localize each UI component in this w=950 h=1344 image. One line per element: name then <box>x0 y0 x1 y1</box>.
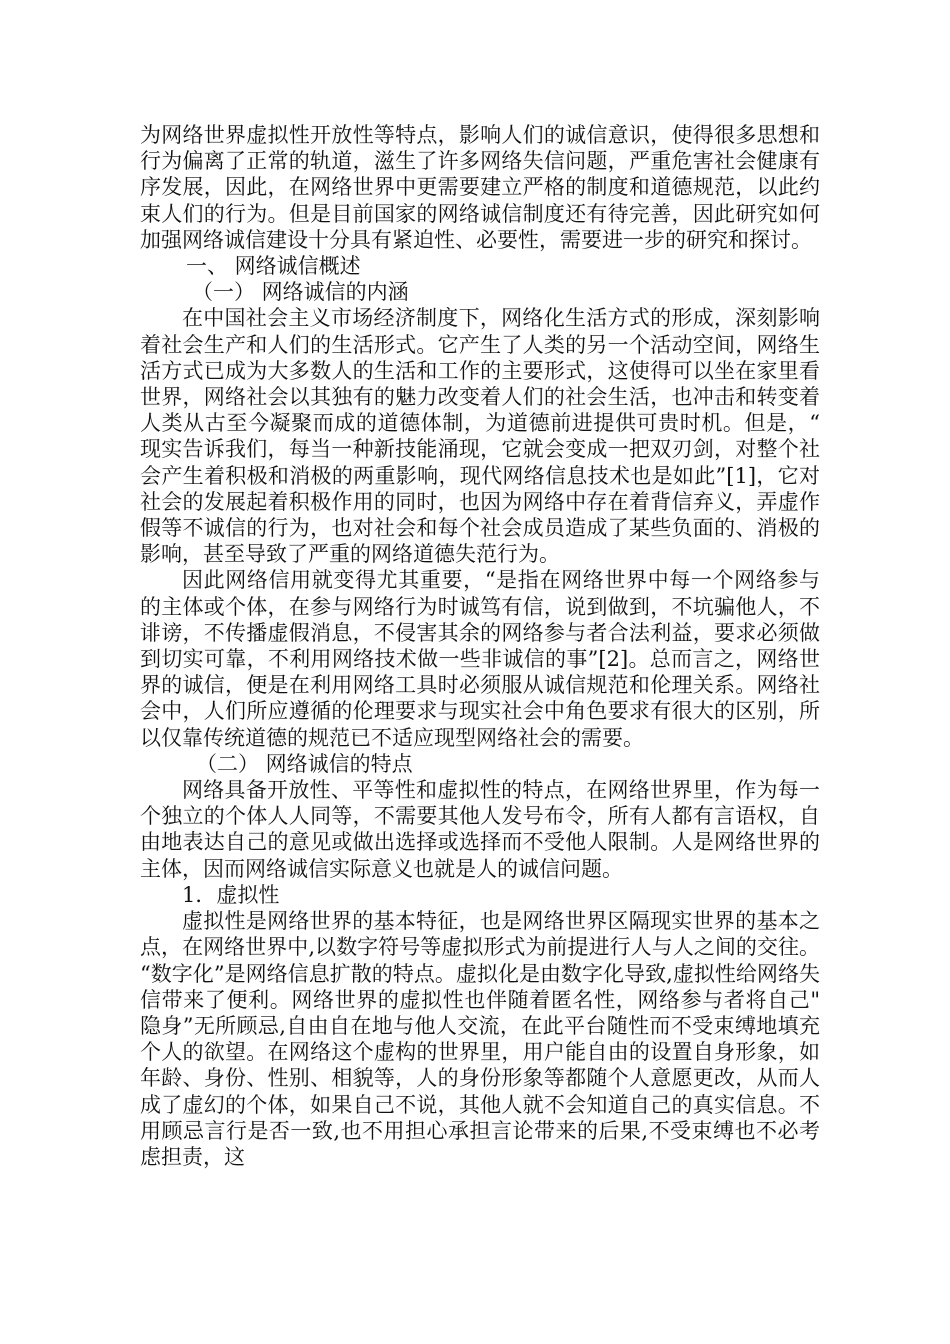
paragraph-body: 虚拟性是网络世界的基本特征，也是网络世界区隔现实世界的基本之点，在网络世界中,以数字符号等虚拟形式为前提进行人与人之间的交往。“数字化”是网络信息扩散的特点。虚拟化是由数字化导致,虚拟性给网络失信带来了便利。网络世界的虚拟性也伴随着匿名性，网络参与者将自己"隐身”无所顾忌,自由自在地与他人交流，在此平台随性而不受束缚地填充个人的欲望。在网络这个虚构的世界里，用户能自由的设置自身形象，如年龄、身份、性别、相貌等，人的身份形象等都随个人意愿更改，从而人成了虚幻的个体，如果自己不说，其他人就不会知道自己的真实信息。不用顾忌言行是否一致,也不用担心承担言论带来的后果,不受束缚也不必考虑担责，这 <box>140 909 820 1169</box>
subsection-heading-2: （二） 网络诚信的特点 <box>196 751 413 776</box>
numbered-heading: 1．虚拟性 <box>182 882 280 907</box>
paragraph-body: 因此网络信用就变得尤其重要，“是指在网络世界中每一个网络参与的主体或个体，在参与网络行为时诚笃有信，说到做到，不坑骗他人，不诽谤，不传播虚假消息，不侵害其余的网络参与者合法利益，要求必须做到切实可靠，不利用网络技术做一些非诚信的事”[2]。总而言之，网络世界的诚信，便是在利用网络工具时必须服从诚信规范和伦理关系。网络社会中，人们所应遵循的伦理要求与现实社会中角色要求有很大的区别，所以仅靠传统道德的规范已不适应现型网络社会的需要。 <box>140 568 820 750</box>
paragraph-intro-continuation: 为网络世界虚拟性开放性等特点，影响人们的诚信意识，使得很多思想和行为偏离了正常的轨道，滋生了许多网络失信问题，严重危害社会健康有序发展，因此，在网络世界中更需要建立严格的制度和道德规范，以此约束人们的行为。但是目前国家的网络诚信制度还有待完善，因此研究如何加强网络诚信建设十分具有紧迫性、必要性，需要进一步的研究和探讨。 <box>140 123 820 252</box>
section-heading-1: 一、 网络诚信概述 <box>186 254 361 279</box>
document-body <box>140 122 820 1170</box>
subsection-heading-1: （一） 网络诚信的内涵 <box>192 280 409 305</box>
paragraph-body: 在中国社会主义市场经济制度下，网络化生活方式的形成，深刻影响着社会生产和人们的生活形式。它产生了人类的另一个活动空间，网络生活方式已成为大多数人的生活和工作的主要形式，这使得可以坐在家里看世界，网络社会以其独有的魅力改变着人们的社会生活，也冲击和转变着人类从古至今凝聚而成的道德体制，为道德前进提供可贵时机。但是，“现实告诉我们，每当一种新技能涌现，它就会变成一把双刃剑，对整个社会产生着积极和消极的两重影响，现代网络信息技术也是如此”[1]，它对社会的发展起着积极作用的同时，也因为网络中存在着背信弃义，弄虚作假等不诚信的行为，也对社会和每个社会成员造成了某些负面的、消极的影响，甚至导致了严重的网络道德失范行为。 <box>140 306 820 567</box>
paragraph-body: 网络具备开放性、平等性和虚拟性的特点，在网络世界里，作为每一个独立的个体人人同等，不需要其他人发号布令，所有人都有言语权，自由地表达自己的意见或做出选择或选择而不受他人限制。人是网络世界的主体，因而网络诚信实际意义也就是人的诚信问题。 <box>140 778 820 881</box>
